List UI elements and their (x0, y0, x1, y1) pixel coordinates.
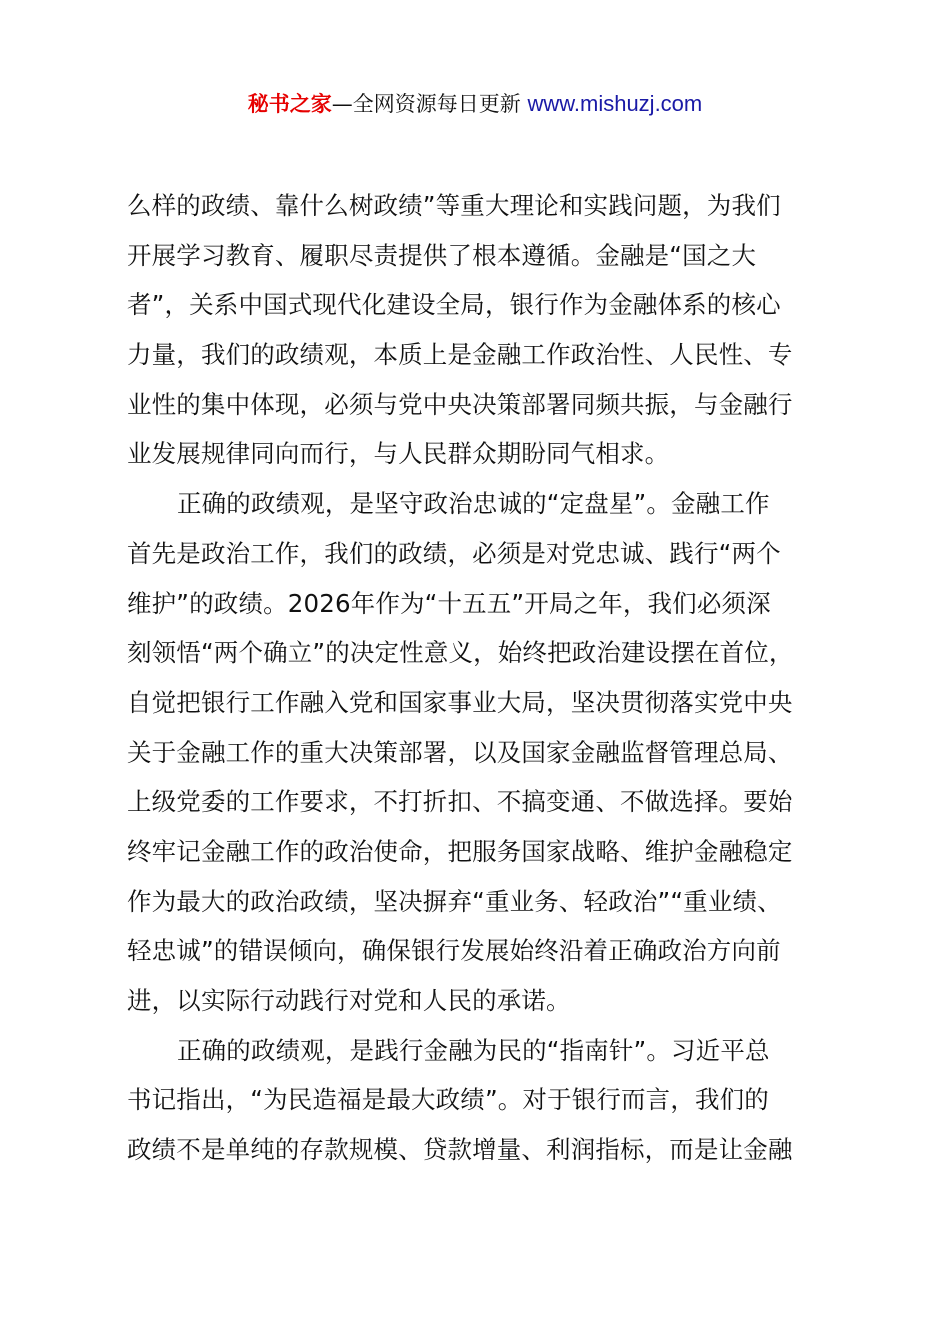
paragraph-first-line: 正确的政绩观，是践行金融为民的“指南针”。习近平总 (177, 1035, 770, 1065)
text-line: 刻领悟“两个确立”的决定性意义，始终把政治建设摆在首位， (127, 638, 794, 668)
text-line: 开展学习教育、履职尽责提供了根本遵循。金融是“国之大 (127, 240, 757, 270)
text-line: 政绩不是单纯的存款规模、贷款增量、利润指标，而是让金融 (127, 1135, 793, 1165)
text-line: 轻忠诚”的错误倾向，确保银行发展始终沿着正确政治方向前 (127, 936, 781, 966)
site-url-link[interactable]: www.mishuzj.com (527, 91, 703, 116)
text-line: 么样的政绩、靠什么树政绩”等重大理论和实践问题，为我们 (127, 191, 781, 220)
header-tagline: —全网资源每日更新 (331, 92, 521, 116)
text-line: 力量，我们的政绩观，本质上是金融工作政治性、人民性、专 (127, 340, 793, 370)
text-line: 者”，关系中国式现代化建设全局，银行作为金融体系的核心 (127, 290, 781, 320)
site-header (0, 86, 950, 122)
text-line: 业发展规律同向而行，与人民群众期盼同气相求。 (127, 439, 670, 469)
text-line: 维护”的政绩。2026年作为“十五五”开局之年，我们必须深 (127, 588, 771, 618)
text-line: 书记指出，“为民造福是最大政绩”。对于银行而言，我们的 (127, 1085, 769, 1115)
document-body (127, 181, 837, 1175)
text-line: 关于金融工作的重大决策部署，以及国家金融监督管理总局、 (127, 737, 793, 767)
text-line: 上级党委的工作要求，不打折扣、不搞变通、不做选择。要始 (127, 787, 793, 817)
text-line: 自觉把银行工作融入党和国家事业大局，坚决贯彻落实党中央 (127, 687, 793, 717)
text-line: 作为最大的政治政绩，坚决摒弃“重业务、轻政治”“重业绩、 (127, 886, 782, 916)
text-line: 进，以实际行动践行对党和人民的承诺。 (127, 986, 571, 1015)
text-line: 首先是政治工作，我们的政绩，必须是对党忠诚、践行“两个 (127, 538, 781, 568)
brand-name: 秘书之家 (247, 92, 332, 116)
text-line: 终牢记金融工作的政治使命，把服务国家战略、维护金融稳定 (127, 836, 793, 866)
paragraph-first-line: 正确的政绩观，是坚守政治忠诚的“定盘星”。金融工作 (177, 489, 770, 519)
text-line: 业性的集中体现，必须与党中央决策部署同频共振，与金融行 (127, 389, 793, 419)
